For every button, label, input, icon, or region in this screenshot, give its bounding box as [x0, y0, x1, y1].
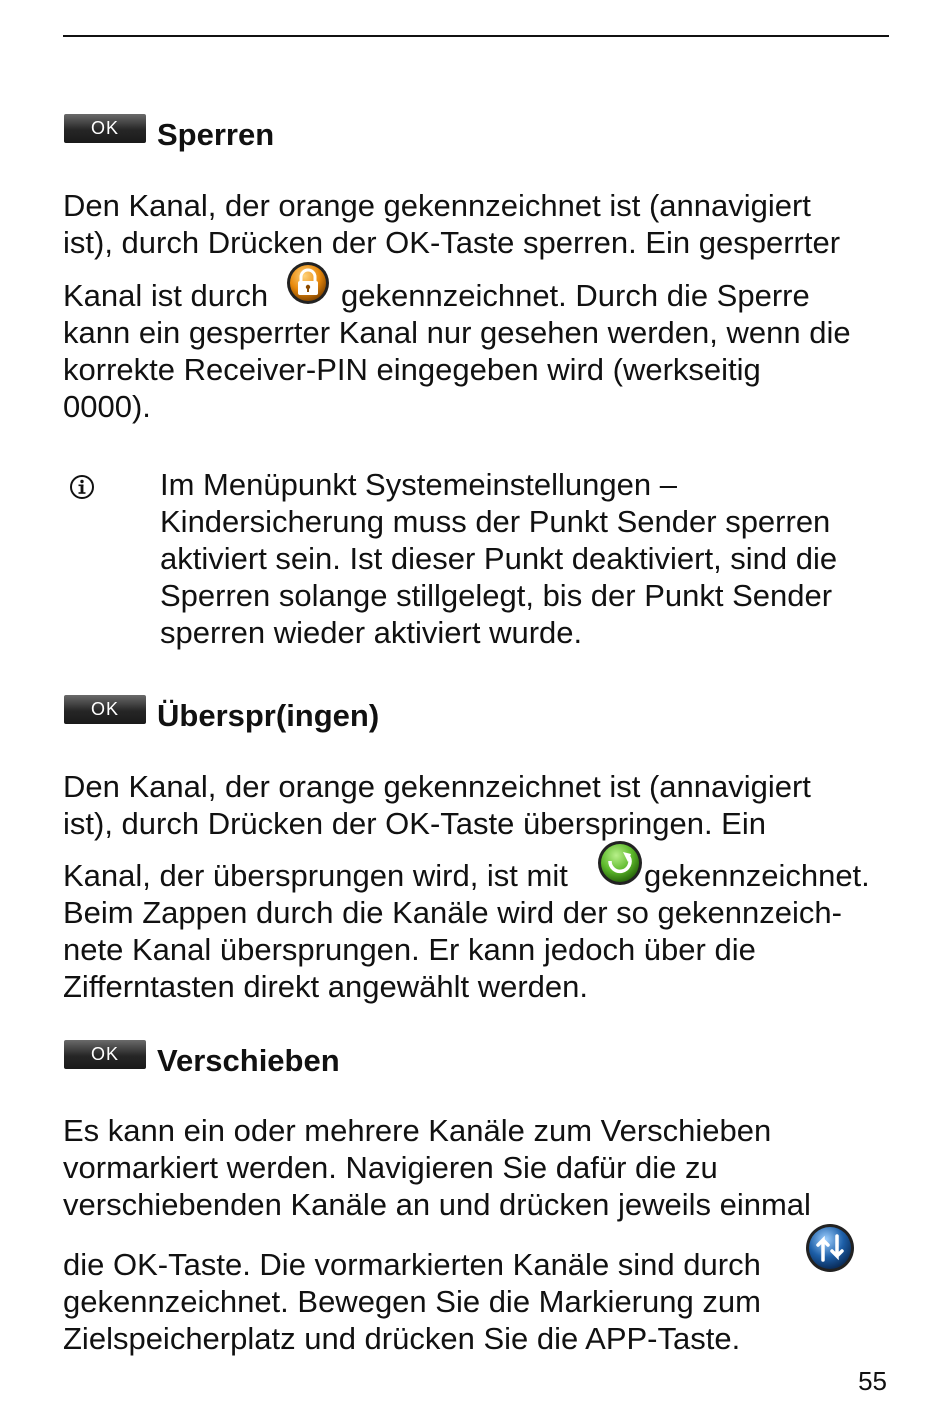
note-line: sperren wieder aktiviert wurde. — [160, 615, 583, 650]
note-line: Sperren solange stillgelegt, bis der Punkt Sender — [160, 578, 833, 613]
move-icon — [804, 1222, 856, 1274]
header-rule — [63, 35, 889, 37]
body-line: ist), durch Drücken der OK-Taste sperren. Ein gesperrter — [63, 225, 841, 260]
lock-icon — [285, 260, 331, 306]
page-number: 55 — [858, 1366, 887, 1396]
body-line: Kanal, der übersprungen wird, ist mit — [63, 858, 568, 893]
note-line: Im Menüpunkt Systemeinstellungen – — [160, 467, 677, 502]
body-line: 0000). — [63, 389, 151, 424]
note-line: aktiviert sein. Ist dieser Punkt deaktiviert, sind die — [160, 541, 838, 576]
ok-key-icon: OK — [64, 114, 146, 143]
note-line: Kindersicherung muss der Punkt Sender sperren — [160, 504, 831, 539]
info-icon — [69, 474, 95, 500]
section-heading-verschieben: Verschieben — [157, 1043, 340, 1078]
body-line: kann ein gesperrter Kanal nur gesehen werden, wenn die — [63, 315, 851, 350]
body-line: die OK-Taste. Die vormarkierten Kanäle sind durch — [63, 1247, 761, 1282]
body-line: Den Kanal, der orange gekennzeichnet ist (annavigiert — [63, 188, 811, 223]
body-line: verschiebenden Kanäle an und drücken jeweils einmal — [63, 1187, 811, 1222]
body-line: Zielspeicherplatz und drücken Sie die APP-Taste. — [63, 1321, 741, 1356]
body-line: gekennzeichnet. Durch die Sperre — [341, 278, 810, 313]
body-line: nete Kanal übersprungen. Er kann jedoch über die — [63, 932, 756, 967]
body-line: ist), durch Drücken der OK-Taste überspringen. Ein — [63, 806, 766, 841]
body-line: vormarkiert werden. Navigieren Sie dafür die zu — [63, 1150, 718, 1185]
body-line: Den Kanal, der orange gekennzeichnet ist (annavigiert — [63, 769, 811, 804]
body-line: gekennzeichnet. Bewegen Sie die Markierung zum — [63, 1284, 761, 1319]
skip-icon — [596, 839, 644, 887]
ok-key-icon: OK — [64, 1040, 146, 1069]
body-line: Es kann ein oder mehrere Kanäle zum Verschieben — [63, 1113, 772, 1148]
body-line: korrekte Receiver-PIN eingegeben wird (werkseitig — [63, 352, 761, 387]
body-line: Zifferntasten direkt angewählt werden. — [63, 969, 589, 1004]
section-heading-ueberspringen: Überspr(ingen) — [157, 698, 380, 733]
body-line: Kanal ist durch — [63, 278, 269, 313]
section-heading-sperren: Sperren — [157, 117, 275, 152]
body-line: gekennzeichnet. — [644, 858, 870, 893]
ok-key-icon: OK — [64, 695, 146, 724]
body-line: Beim Zappen durch die Kanäle wird der so gekennzeich- — [63, 895, 842, 930]
